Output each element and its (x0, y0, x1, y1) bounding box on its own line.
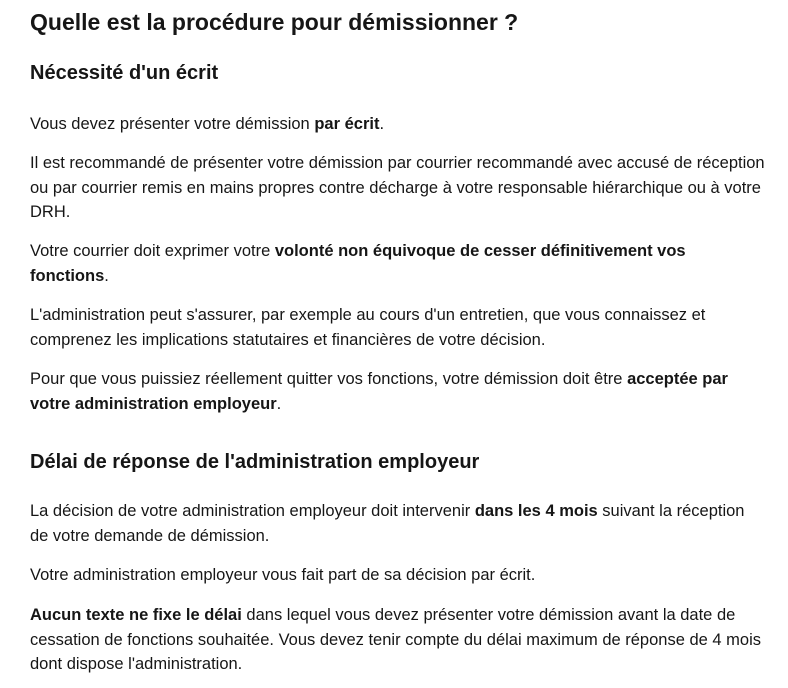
text-segment: La décision de votre administration employeur doit intervenir (30, 502, 475, 520)
section-heading-delai: Délai de réponse de l'administration employeur (30, 451, 480, 473)
text-segment: dans lequel vous devez présenter votre démission avant la date de cessation de fonctions souhaitée. Vous devez tenir compte du délai maximum de réponse de 4 mois dont dispose l'administration. (30, 606, 762, 673)
text-segment: Votre courrier doit exprimer votre (30, 242, 275, 260)
bold-text: dans les 4 mois (474, 502, 598, 520)
text-segment: Vous devez présenter votre démission (30, 115, 315, 133)
paragraph-recommandation: Il est recommandé de présenter votre démission par courrier recommandé avec accusé de réception ou par courrier remis en mains propres contre décharge à votre responsable hiérarchique ou à votre DRH. (30, 154, 765, 221)
text-segment: . (379, 115, 385, 133)
text-segment: suivant la réception de votre demande de démission. (30, 502, 745, 545)
bold-text: acceptée par votre administration employeur (30, 370, 728, 413)
paragraph-delai-4-mois (30, 499, 765, 548)
paragraph-decision-ecrit: Votre administration employeur vous fait part de sa décision par écrit. (30, 566, 536, 584)
paragraph-acceptation (30, 367, 765, 416)
page-title: Quelle est la procédure pour démissionner ? (30, 9, 519, 35)
bold-text: Aucun texte ne fixe le délai (30, 606, 242, 624)
text-segment: Pour que vous puissiez réellement quitter vos fonctions, votre démission doit être (30, 370, 628, 388)
bold-text: par écrit (314, 115, 380, 133)
paragraph-volonte (30, 239, 765, 288)
section-heading-ecrit: Nécessité d'un écrit (30, 62, 219, 84)
paragraph-par-ecrit (30, 112, 765, 137)
paragraph-aucun-delai (30, 603, 765, 677)
text-segment: . (104, 266, 109, 285)
paragraph-entretien: L'administration peut s'assurer, par exemple au cours d'un entretien, que vous connaissez et comprenez les implications statutaires et financières de votre décision. (30, 306, 706, 349)
text-segment: . (276, 394, 282, 413)
bold-text: volonté non équivoque de cesser définitivement vos fonctions (30, 242, 686, 285)
